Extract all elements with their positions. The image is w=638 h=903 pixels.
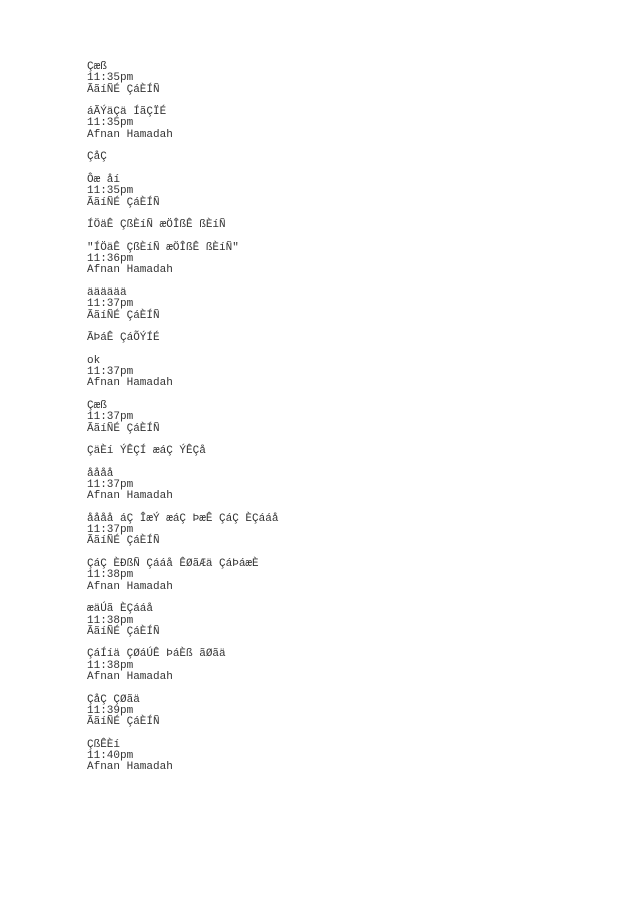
blank-line xyxy=(87,322,607,333)
transcript-line: æäÚã ÈÇááå xyxy=(87,603,154,616)
transcript-line: Afnan Hamadah xyxy=(87,490,173,503)
transcript-line: 11:38pm xyxy=(87,614,134,627)
blank-line xyxy=(87,593,607,604)
transcript-line: Ôæ åí xyxy=(87,173,121,186)
transcript-line: ÍÖäÊ ÇßÈíÑ æÖÎßÊ ßÈíÑ xyxy=(87,219,226,232)
chat-transcript xyxy=(87,62,607,774)
transcript-line: åååå xyxy=(87,467,114,480)
transcript-line: Afnan Hamadah xyxy=(87,580,173,593)
transcript-line: 11:37pm xyxy=(87,411,134,424)
transcript-line: Afnan Hamadah xyxy=(87,761,173,774)
transcript-line: 11:37pm xyxy=(87,524,134,537)
transcript-line: 11:35pm xyxy=(87,72,134,85)
transcript-line: åååå áÇ ÎæÝ æáÇ ÞæÊ ÇáÇ ÈÇááå xyxy=(87,512,279,525)
transcript-line: Afnan Hamadah xyxy=(87,377,173,390)
blank-line xyxy=(87,164,607,175)
transcript-line: 11:36pm xyxy=(87,253,134,266)
transcript-line: ÇáÇ ÈÐßÑ Çááå ÊØãÆä ÇáÞáæÈ xyxy=(87,558,259,571)
transcript-line: ÇåÇ ÇØãä xyxy=(87,693,140,706)
transcript-line: ÃãíÑÉ ÇáÈÍÑ xyxy=(87,422,160,435)
transcript-line: Çæß xyxy=(87,399,107,412)
transcript-line: ÇßÊÈí xyxy=(87,738,121,751)
transcript-line: ääääää xyxy=(87,286,127,299)
blank-line xyxy=(87,141,607,152)
transcript-line: 11:38pm xyxy=(87,659,134,672)
transcript-line: Afnan Hamadah xyxy=(87,264,173,277)
transcript-line: 11:37pm xyxy=(87,478,134,491)
blank-line xyxy=(87,277,607,288)
transcript-line: 11:38pm xyxy=(87,569,134,582)
transcript-line: "ÍÖäÊ ÇßÈíÑ æÖÎßÊ ßÈíÑ" xyxy=(87,241,239,254)
transcript-line: Afnan Hamadah xyxy=(87,671,173,684)
blank-line xyxy=(87,729,607,740)
blank-line xyxy=(87,457,607,468)
transcript-line: 11:37pm xyxy=(87,298,134,311)
transcript-line: ok xyxy=(87,354,101,367)
transcript-line: 11:40pm xyxy=(87,750,134,763)
transcript-line: áÃÝäÇä ÍãÇÏÉ xyxy=(87,106,167,119)
transcript-line: ÃãíÑÉ ÇáÈÍÑ xyxy=(87,196,160,209)
blank-line xyxy=(87,344,607,355)
transcript-line: Afnan Hamadah xyxy=(87,128,173,141)
transcript-line: ÇáÍíä ÇØáÚÊ ÞáÈß ãØãä xyxy=(87,648,226,661)
transcript-line: ÃãíÑÉ ÇáÈÍÑ xyxy=(87,535,160,548)
transcript-line: 11:39pm xyxy=(87,704,134,717)
transcript-line: Çæß xyxy=(87,61,107,73)
transcript-line: 11:35pm xyxy=(87,185,134,198)
transcript-line: ÃÞáÊ ÇáÕÝÍÉ xyxy=(87,332,160,345)
transcript-line: ÇåÇ xyxy=(87,151,107,164)
transcript-line: ÇäÈí ÝÊÇÍ æáÇ ÝÊÇå xyxy=(87,445,206,458)
transcript-line: ÃãíÑÉ ÇáÈÍÑ xyxy=(87,309,160,322)
blank-line xyxy=(87,683,607,694)
blank-line xyxy=(87,390,607,401)
transcript-line: 11:35pm xyxy=(87,117,134,130)
transcript-line: ÃãíÑÉ ÇáÈÍÑ xyxy=(87,83,160,96)
transcript-line: ÃãíÑÉ ÇáÈÍÑ xyxy=(87,716,160,729)
transcript-line: 11:37pm xyxy=(87,366,134,379)
transcript-line: ÃãíÑÉ ÇáÈÍÑ xyxy=(87,625,160,638)
